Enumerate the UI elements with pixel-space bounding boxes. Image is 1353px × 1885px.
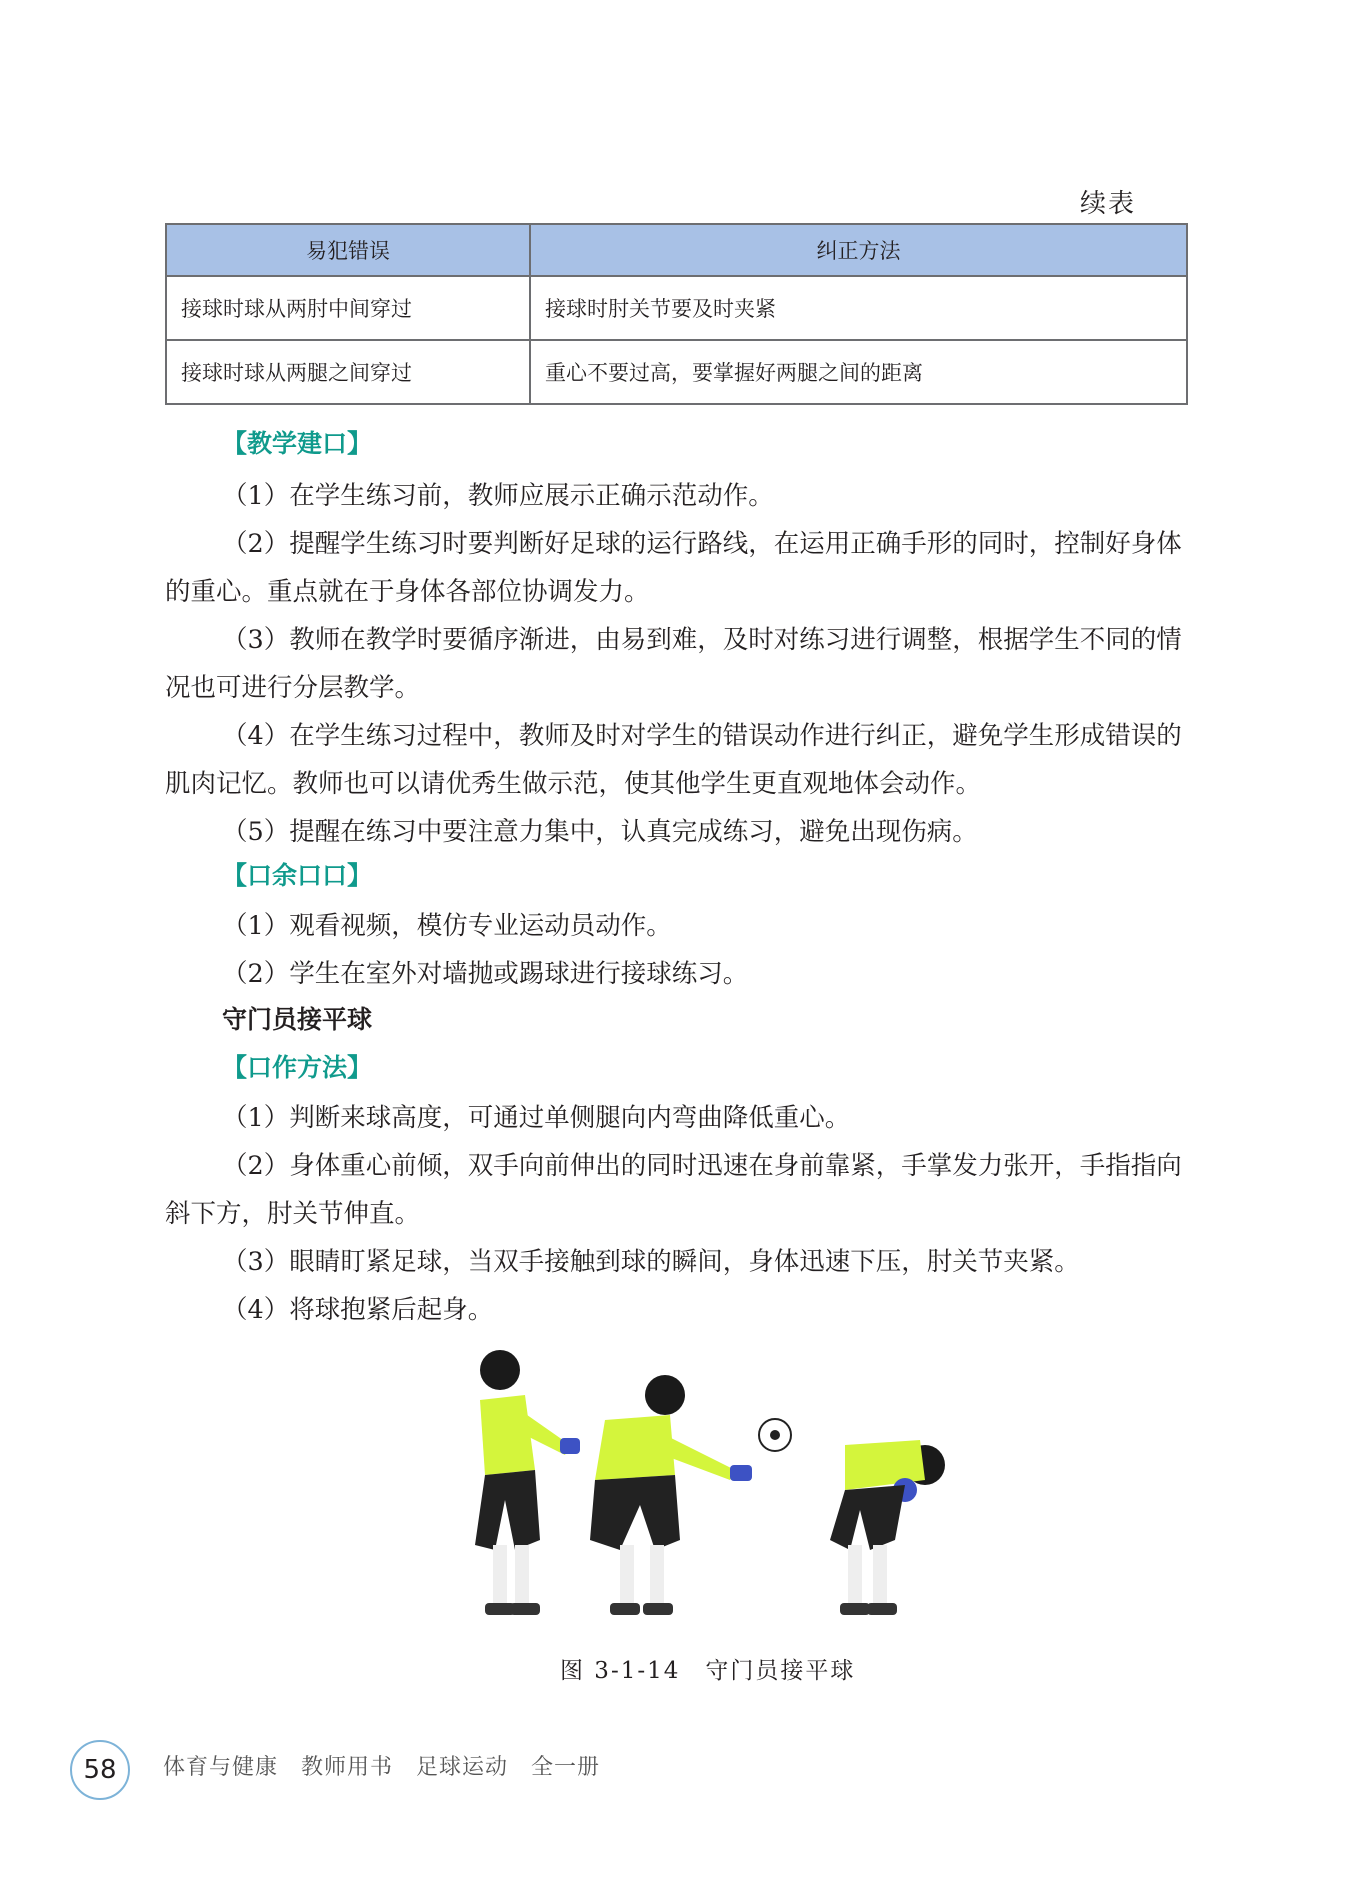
table-cell-error: 接球时球从两肘中间穿过 — [166, 276, 530, 340]
goalkeeper-pose-secured — [830, 1440, 945, 1615]
list-item: （5）提醒在练习中要注意力集中，认真完成练习，避免出现伤病。 — [222, 817, 978, 847]
book-title: 体育与健康 教师用书 足球运动 全一册 — [163, 1755, 601, 1780]
figure-caption: 图 3-1-14 守门员接平球 — [560, 1658, 856, 1684]
table-row — [166, 340, 1187, 404]
method-heading: 【口作方法】 — [222, 1053, 373, 1082]
extracurricular-list — [165, 902, 1190, 998]
list-item: （3）眼睛盯紧足球，当双手接触到球的瞬间，身体迅速下压，肘关节夹紧。 — [222, 1247, 1080, 1277]
teaching-tips-heading: 【教学建口】 — [222, 429, 373, 458]
list-item: （2）提醒学生练习时要判断好足球的运行路线，在运用正确手形的同时，控制好身体的重心。重点就在于身体各部位协调发力。 — [165, 529, 1182, 607]
table-cell-correction: 接球时肘关节要及时夹紧 — [530, 276, 1187, 340]
list-item: （4）在学生练习过程中，教师及时对学生的错误动作进行纠正，避免学生形成错误的肌肉记忆。教师也可以请优秀生做示范，使其他学生更直观地体会动作。 — [165, 721, 1182, 799]
table-cell-correction: 重心不要过高，要掌握好两腿之间的距离 — [530, 340, 1187, 404]
table-row — [166, 276, 1187, 340]
page-number: 58 — [70, 1740, 130, 1800]
error-correction-table — [165, 223, 1188, 405]
extracurricular-heading: 【口余口口】 — [222, 861, 373, 890]
list-item: （2）身体重心前倾，双手向前伸出的同时迅速在身前靠紧，手掌发力张开，手指指向斜下方，肘关节伸直。 — [165, 1151, 1182, 1229]
section-title: 守门员接平球 — [222, 1005, 373, 1034]
list-item: （1）判断来球高度，可通过单侧腿向内弯曲降低重心。 — [222, 1103, 851, 1133]
list-item: （3）教师在教学时要循序渐进，由易到难，及时对练习进行调整，根据学生不同的情况也可进行分层教学。 — [165, 625, 1182, 703]
goalkeeper-pose-reaching — [590, 1375, 791, 1615]
table-header-correction: 纠正方法 — [530, 224, 1187, 276]
list-item: （2）学生在室外对墙抛或踢球进行接球练习。 — [222, 959, 749, 989]
list-item: （4）将球抱紧后起身。 — [222, 1295, 494, 1325]
teaching-tips-list — [165, 472, 1190, 856]
goalkeeper-pose-ready — [475, 1350, 580, 1615]
continued-table-label: 续表 — [1080, 189, 1137, 219]
goalkeeper-catch-figure — [405, 1340, 1045, 1640]
method-list — [165, 1094, 1190, 1334]
table-cell-error: 接球时球从两腿之间穿过 — [166, 340, 530, 404]
list-item: （1）在学生练习前，教师应展示正确示范动作。 — [222, 481, 774, 511]
table-header-row — [166, 224, 1187, 276]
table-header-error: 易犯错误 — [166, 224, 530, 276]
list-item: （1）观看视频，模仿专业运动员动作。 — [222, 911, 672, 941]
